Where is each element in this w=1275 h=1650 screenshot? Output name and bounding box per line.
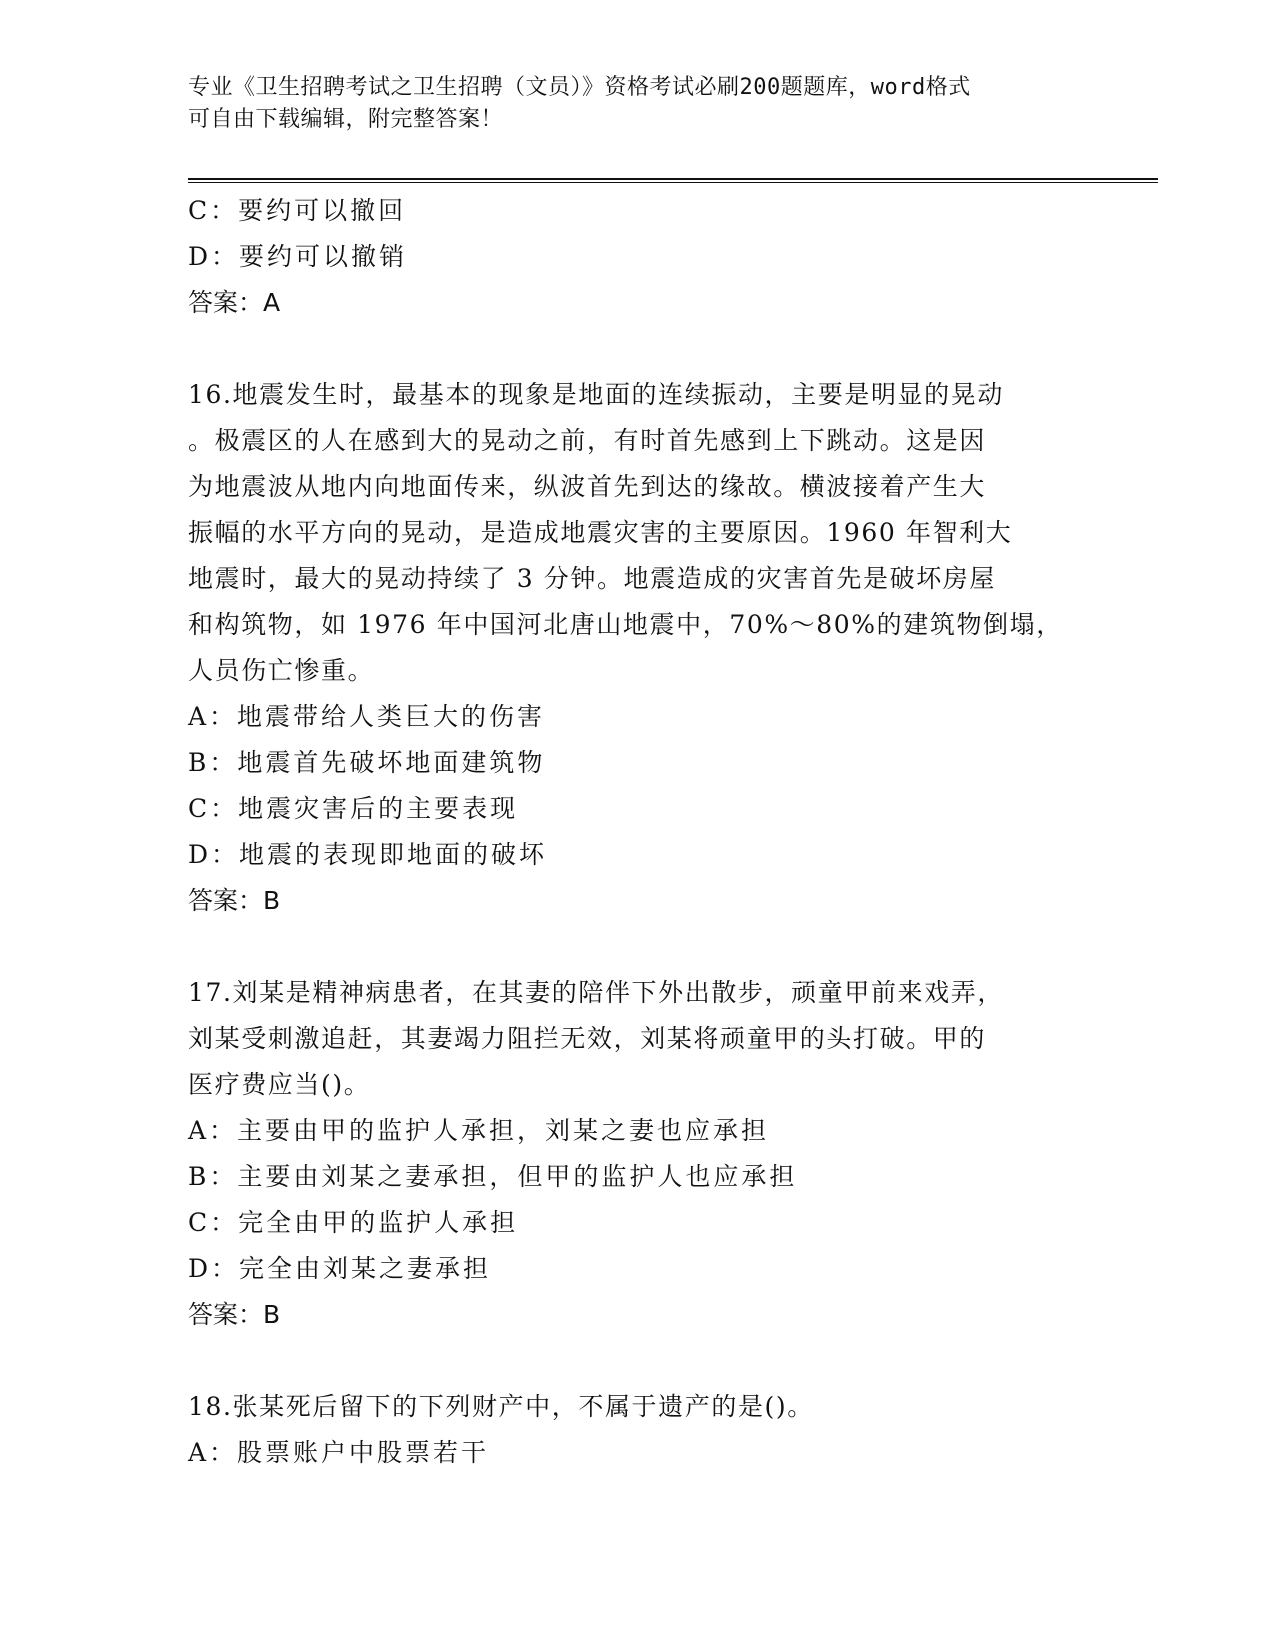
q18-option-a: A：股票账户中股票若干 bbox=[188, 1438, 490, 1467]
header-rule-thin bbox=[188, 182, 1158, 183]
q16-stem-line: 16.地震发生时，最基本的现象是地面的连续振动，主要是明显的晃动 bbox=[188, 380, 1004, 409]
q16-stem-line: 地震时，最大的晃动持续了 3 分钟。地震造成的灾害首先是破坏房屋 bbox=[188, 564, 997, 593]
q17-stem-line: 刘某受刺激追赶，其妻竭力阻拦无效，刘某将顽童甲的头打破。甲的 bbox=[188, 1024, 987, 1053]
q16-stem bbox=[188, 372, 1088, 694]
question-18 bbox=[188, 1384, 1088, 1476]
spacer bbox=[188, 326, 1088, 372]
q16-stem-line: 和构筑物，如 1976 年中国河北唐山地震中，70%～80%的建筑物倒塌， bbox=[188, 610, 1063, 639]
q16-option-d: D：地震的表现即地面的破坏 bbox=[188, 840, 548, 869]
q16-stem-line: 人员伤亡惨重。 bbox=[188, 656, 375, 685]
q16-option-c: C：地震灾害后的主要表现 bbox=[188, 794, 519, 823]
q16-stem-line: 振幅的水平方向的晃动，是造成地震灾害的主要原因。1960 年智利大 bbox=[188, 518, 1013, 547]
header-line-2: 可自由下载编辑，附完整答案！ bbox=[188, 107, 504, 132]
q18-stem bbox=[188, 1384, 1088, 1430]
q15-option-c: C：要约可以撤回 bbox=[188, 196, 407, 225]
page-header bbox=[188, 72, 1088, 136]
header-line-1: 专业《卫生招聘考试之卫生招聘（文员）》资格考试必刷200题题库，word格式 bbox=[188, 75, 971, 100]
question-15-tail bbox=[188, 188, 1088, 326]
q16-stem-line: 为地震波从地内向地面传来，纵波首先到达的缘故。横波接着产生大 bbox=[188, 472, 987, 501]
q17-option-b: B：主要由刘某之妻承担，但甲的监护人也应承担 bbox=[188, 1162, 798, 1191]
q17-option-d: D：完全由刘某之妻承担 bbox=[188, 1254, 492, 1283]
question-16 bbox=[188, 372, 1088, 924]
q17-answer: 答案：B bbox=[188, 1300, 281, 1329]
question-content bbox=[188, 188, 1088, 1476]
header-rule-thick bbox=[188, 178, 1158, 180]
q16-option-b: B：地震首先破坏地面建筑物 bbox=[188, 748, 546, 777]
spacer bbox=[188, 924, 1088, 970]
q15-option-d: D：要约可以撤销 bbox=[188, 242, 408, 271]
q17-stem-line: 17.刘某是精神病患者，在其妻的陪伴下外出散步，顽童甲前来戏弄， bbox=[188, 978, 1004, 1007]
q17-stem bbox=[188, 970, 1088, 1108]
q17-stem-line: 医疗费应当()。 bbox=[188, 1070, 371, 1099]
q16-answer: 答案：B bbox=[188, 886, 281, 915]
q15-answer: 答案：A bbox=[188, 288, 281, 317]
question-17 bbox=[188, 970, 1088, 1338]
q16-option-a: A：地震带给人类巨大的伤害 bbox=[188, 702, 546, 731]
q17-option-c: C：完全由甲的监护人承担 bbox=[188, 1208, 519, 1237]
q16-stem-line: 。极震区的人在感到大的晃动之前，有时首先感到上下跳动。这是因 bbox=[188, 426, 987, 455]
spacer bbox=[188, 1338, 1088, 1384]
q18-stem-line: 18.张某死后留下的下列财产中，不属于遗产的是()。 bbox=[188, 1392, 814, 1421]
q17-option-a: A：主要由甲的监护人承担，刘某之妻也应承担 bbox=[188, 1116, 770, 1145]
